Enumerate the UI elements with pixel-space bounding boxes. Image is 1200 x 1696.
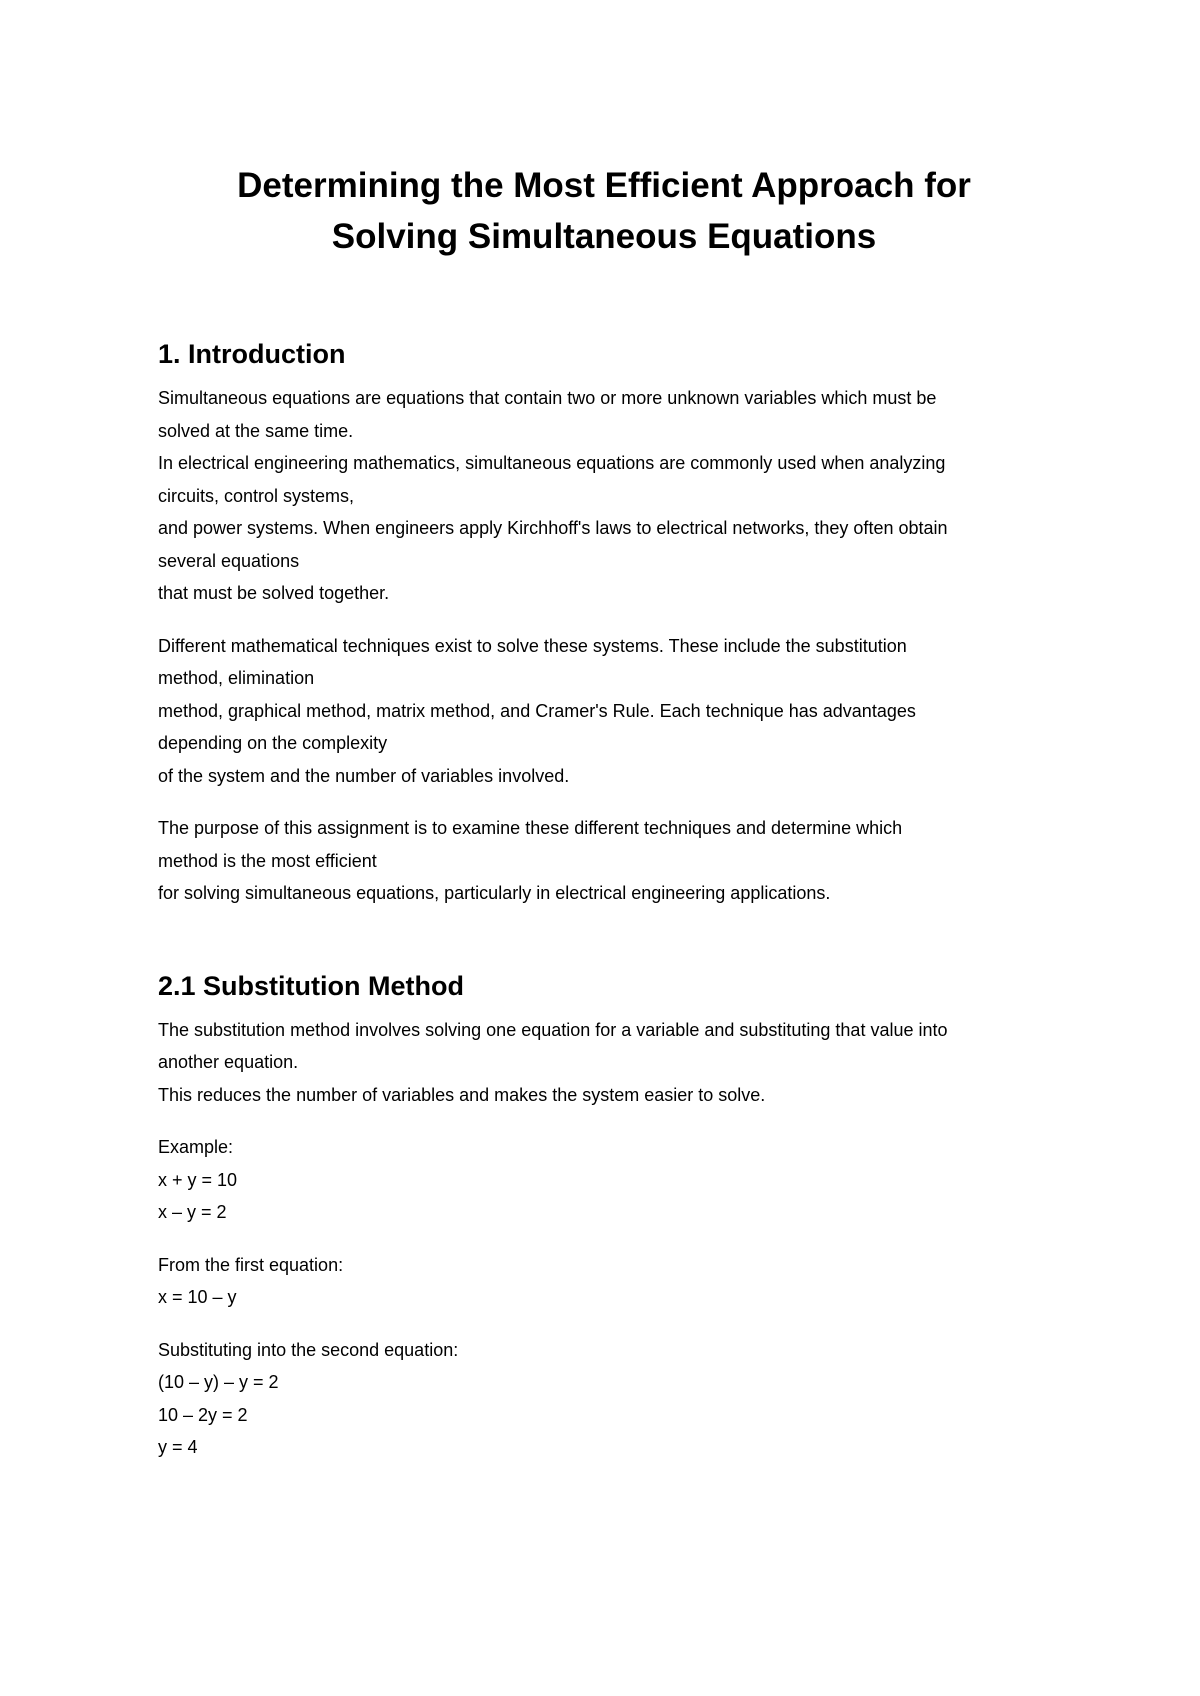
text-line: of the system and the number of variables involved. bbox=[158, 765, 570, 786]
text-line: This reduces the number of variables and makes the system easier to solve. bbox=[158, 1084, 766, 1105]
step-label: Substituting into the second equation: bbox=[158, 1339, 459, 1360]
title-line-2: Solving Simultaneous Equations bbox=[331, 217, 877, 256]
solution-step-2 bbox=[158, 1334, 1050, 1464]
text-line: and power systems. When engineers apply Kirchhoff's laws to electrical networks, they often obtain bbox=[158, 518, 948, 538]
equation-line: x = 10 – y bbox=[158, 1287, 237, 1307]
document-title bbox=[158, 160, 1050, 262]
text-line: method, graphical method, matrix method, and Cramer's Rule. Each technique has advantages bbox=[158, 700, 916, 721]
substitution-paragraph bbox=[158, 1014, 1050, 1112]
step-label: From the first equation: bbox=[158, 1254, 344, 1275]
text-line: The purpose of this assignment is to examine these different techniques and determine which bbox=[158, 818, 903, 838]
intro-paragraph-2 bbox=[158, 630, 1050, 793]
text-line: In electrical engineering mathematics, simultaneous equations are commonly used when analyzing bbox=[158, 453, 946, 473]
equation-line: (10 – y) – y = 2 bbox=[158, 1372, 279, 1392]
example-equations bbox=[158, 1131, 1050, 1229]
equation-line: x + y = 10 bbox=[158, 1169, 238, 1190]
text-line: The substitution method involves solving one equation for a variable and substituting that value into bbox=[158, 1019, 948, 1040]
text-line: solved at the same time. bbox=[158, 420, 354, 441]
example-label: Example: bbox=[158, 1137, 234, 1157]
section-heading-substitution-method: 2.1 Substitution Method bbox=[158, 970, 464, 1001]
text-line: another equation. bbox=[158, 1052, 299, 1072]
text-line: several equations bbox=[158, 550, 300, 571]
equation-line: x – y = 2 bbox=[158, 1202, 227, 1222]
text-line: Different mathematical techniques exist to solve these systems. These include the substitution bbox=[158, 635, 907, 656]
section-heading-introduction: 1. Introduction bbox=[158, 339, 346, 369]
equation-line: y = 4 bbox=[158, 1437, 198, 1457]
text-line: depending on the complexity bbox=[158, 733, 388, 753]
text-line: for solving simultaneous equations, particularly in electrical engineering applications. bbox=[158, 883, 831, 903]
text-line: Simultaneous equations are equations that contain two or more unknown variables which must be bbox=[158, 388, 937, 408]
intro-paragraph-3 bbox=[158, 812, 1050, 910]
intro-paragraph-1 bbox=[158, 382, 1050, 610]
title-line-1: Determining the Most Efficient Approach for bbox=[237, 166, 971, 205]
text-line: that must be solved together. bbox=[158, 583, 390, 603]
solution-step-1 bbox=[158, 1249, 1050, 1314]
equation-line: 10 – 2y = 2 bbox=[158, 1404, 248, 1425]
text-line: circuits, control systems, bbox=[158, 485, 355, 506]
text-line: method is the most efficient bbox=[158, 850, 377, 871]
text-line: method, elimination bbox=[158, 668, 315, 688]
